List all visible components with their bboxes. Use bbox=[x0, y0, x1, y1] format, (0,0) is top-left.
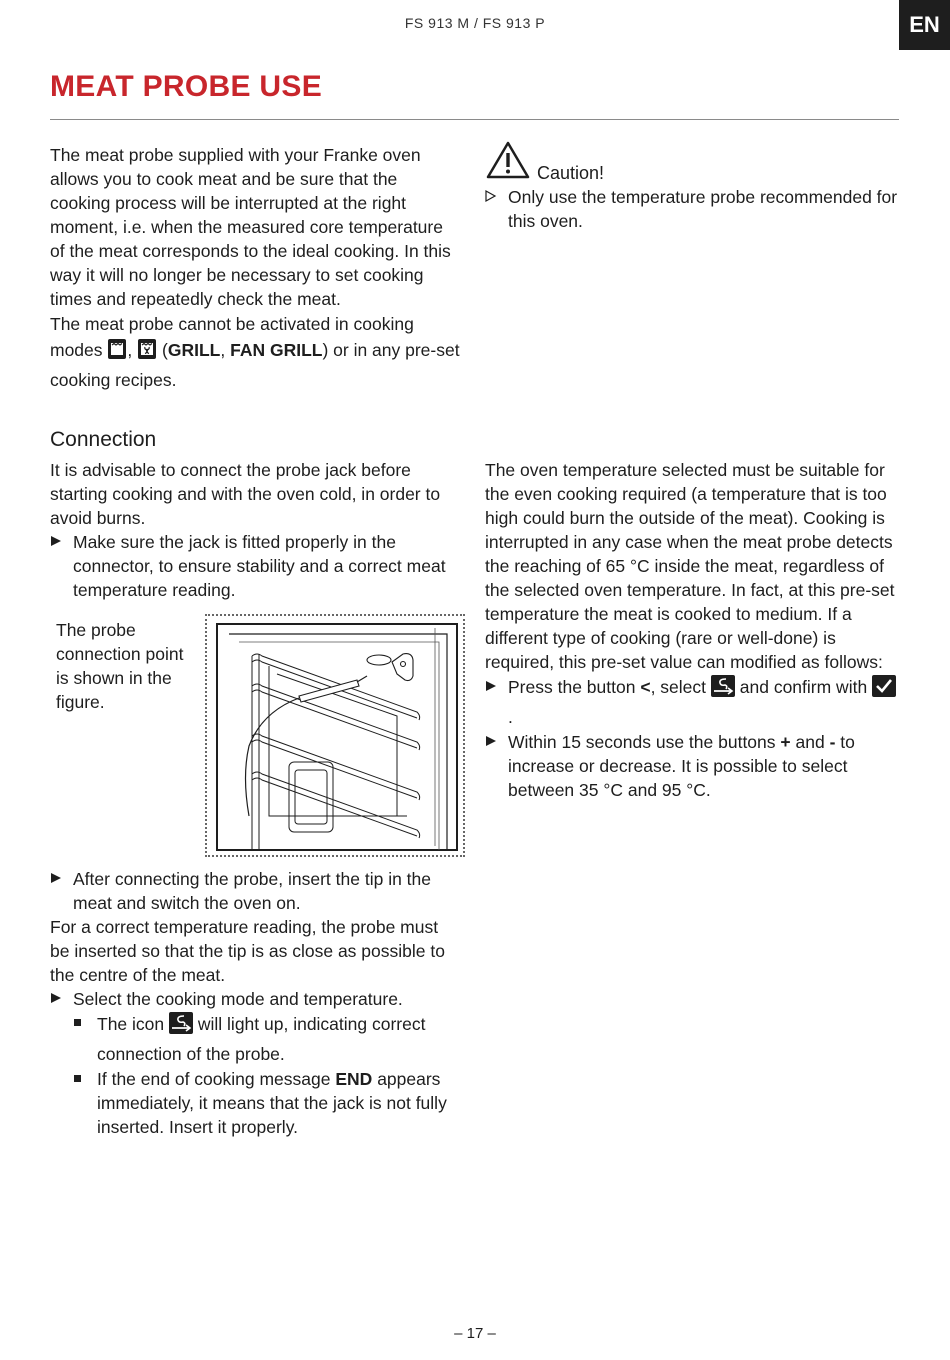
bullet-item: Make sure the jack is fitted properly in the connector, to ensure stability and a correct meat temperature reading. bbox=[50, 530, 460, 602]
connection-section bbox=[50, 458, 460, 602]
language-tab: EN bbox=[899, 0, 950, 50]
caution-label: Caution! bbox=[537, 163, 605, 183]
triangle-right-outline-icon bbox=[485, 185, 497, 215]
probe-position-paragraph: For a correct temperature reading, the probe must be inserted so that the tip is as close as possible to the centre of the meat. bbox=[50, 917, 445, 985]
figure-caption: The probe connection point is shown in the figure. bbox=[56, 620, 184, 712]
connection-paragraph: It is advisable to connect the probe jack before starting cooking and with the oven cold, in order to avoid burns. bbox=[50, 460, 441, 528]
bullet-item: Select the cooking mode and temperature. bbox=[50, 987, 460, 1011]
intro-section bbox=[50, 143, 460, 393]
meat-probe-icon bbox=[711, 675, 735, 704]
fan-grill-mode-icon bbox=[137, 338, 157, 367]
temperature-section bbox=[485, 458, 900, 802]
warning-triangle-icon bbox=[485, 140, 531, 185]
title-divider bbox=[50, 119, 899, 120]
oven-cavity-illustration bbox=[207, 616, 463, 855]
grill-mode-icon bbox=[107, 338, 127, 367]
bullet-item: Press the button <, select and confirm with . bbox=[485, 674, 900, 730]
page-number: – 17 – bbox=[454, 1325, 496, 1342]
meat-probe-icon bbox=[169, 1012, 193, 1041]
sub-bullet-item: The icon will light up, indicating correct connection of the probe. bbox=[50, 1011, 460, 1067]
temperature-paragraph: The oven temperature selected must be suitable for the even cooking required (a temperature that is too high could burn the outside of the meat). Cooking is interrupted in any case when the meat probe detects the reaching of 65 °C inside the meat, regardless of the selected oven temperature. In fact, at this pre-set temperature the meat is cooked to medium. If a different type of cooking (rare or well-done) is required, this pre-set value can modified as follows: bbox=[485, 460, 895, 672]
intro-restriction-paragraph: The meat probe cannot be activated in cooking modes , (GRILL, FAN GRILL) or in any pre-set cooking recipes. bbox=[50, 314, 460, 390]
sub-bullet-item: If the end of cooking message END appears immediately, it means that the jack is not fully inserted. Insert it properly. bbox=[50, 1067, 460, 1139]
caution-header bbox=[485, 140, 905, 185]
triangle-right-icon bbox=[50, 530, 62, 560]
connection-heading: Connection bbox=[50, 428, 157, 451]
caution-section bbox=[485, 140, 905, 233]
triangle-right-icon bbox=[485, 730, 497, 760]
bullet-item: Within 15 seconds use the buttons + and - to increase or decrease. It is possible to select between 35 °C and 95 °C. bbox=[485, 730, 900, 802]
connection-steps bbox=[50, 867, 460, 1139]
square-icon bbox=[73, 1067, 83, 1099]
triangle-right-icon bbox=[50, 867, 62, 897]
square-icon bbox=[73, 1011, 83, 1044]
triangle-right-icon bbox=[485, 674, 497, 707]
document-model: FS 913 M / FS 913 P bbox=[404, 15, 546, 31]
page-title: MEAT PROBE USE bbox=[50, 70, 323, 103]
intro-paragraph: The meat probe supplied with your Franke oven allows you to cook meat and be sure that the cooking process will be interrupted at the right moment, i.e. when the measured core temperature of the meat corresponds to the ideal cooking. In this way it will no longer be necessary to set cooking times and repeatedly check the meat. bbox=[50, 145, 451, 309]
caution-item: Only use the temperature probe recommended for this oven. bbox=[485, 185, 905, 233]
oven-probe-figure bbox=[205, 614, 465, 857]
bullet-item: After connecting the probe, insert the tip in the meat and switch the oven on. bbox=[50, 867, 460, 915]
checkmark-icon bbox=[872, 675, 896, 704]
